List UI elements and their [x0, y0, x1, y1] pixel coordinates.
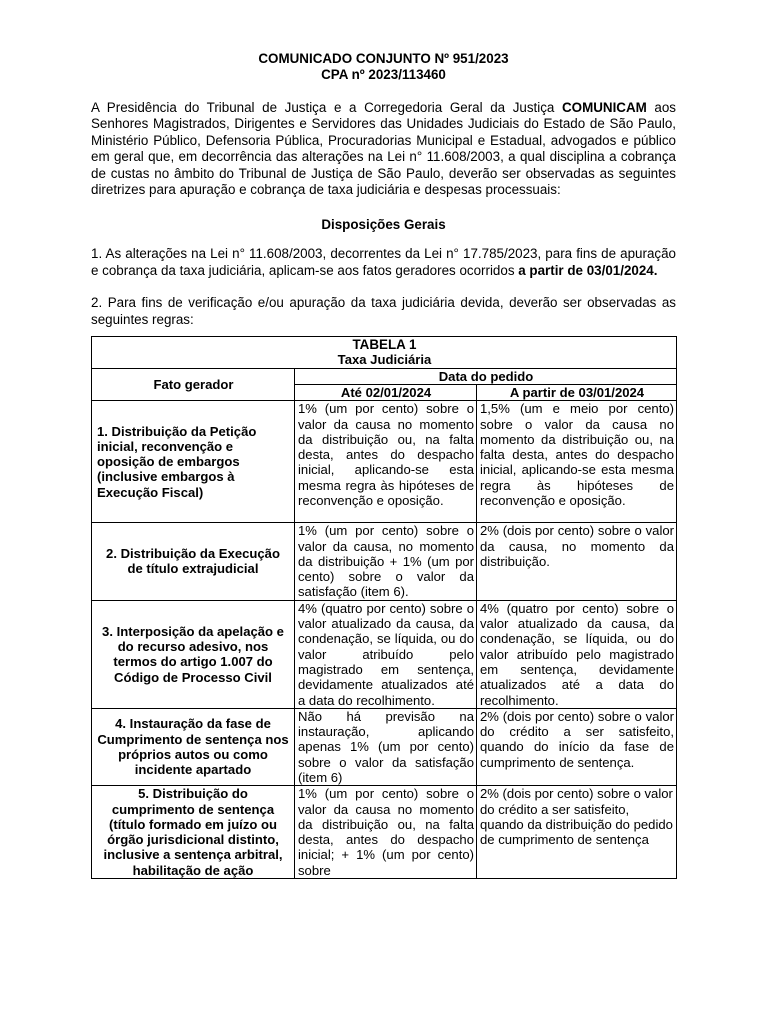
row-a-partir: 2% (dois por cento) sobre o valor do crédito a ser satisfeito, quando do início da fase de cumprimento de sentença.	[477, 708, 677, 785]
row-fato: 3. Interposição da apelação e do recurso adesivo, nos termos do artigo 1.007 do Código de Processo Civil	[92, 600, 295, 708]
document-process-number: CPA nº 2023/113460	[321, 66, 446, 82]
row-ate: 1% (um por cento) sobre o valor da causa no momento da distribuição ou, na falta desta, antes do despacho inicial, aplicando-se esta mesma regra às hipóteses de reconvenção e oposição.	[295, 401, 477, 523]
header-data-pedido: Data do pedido	[295, 368, 677, 384]
item-2-paragraph: 2. Para fins de verificação e/ou apuração da taxa judiciária devida, deverão ser observadas as seguintes regras:	[91, 295, 676, 327]
header-a-partir: A partir de 03/01/2024	[477, 384, 677, 400]
table-title: TABELA 1	[352, 337, 417, 353]
table-row	[92, 708, 677, 785]
item-1-paragraph: 1. As alterações na Lei n° 11.608/2003, decorrentes da Lei n° 17.785/2023, para fins de apuração e cobrança da taxa judiciária, aplicam-se aos fatos geradores ocorridos a partir de 03/01/2024.	[91, 246, 676, 278]
table-subtitle: Taxa Judiciária	[337, 352, 432, 368]
row-a-partir: 4% (quatro por cento) sobre o valor atualizado da causa, da condenação, se líquida, ou do valor atribuído pelo magistrado em sentença, devidamente atualizados até a data do recolhimento.	[477, 600, 677, 708]
document-page	[91, 51, 676, 879]
taxa-judiciaria-table	[91, 336, 677, 879]
row-fato: 2. Distribuição da Execução de título extrajudicial	[92, 523, 295, 600]
table-row	[92, 523, 677, 600]
row-fato: 4. Instauração da fase de Cumprimento de sentença nos próprios autos ou como incidente apartado	[92, 708, 295, 785]
row-a-partir: 2% (dois por cento) sobre o valor do crédito a ser satisfeito, quando da distribuição do pedido de cumprimento de sentença	[477, 786, 677, 879]
document-title: COMUNICADO CONJUNTO Nº 951/2023	[258, 51, 509, 66]
intro-paragraph: A Presidência do Tribunal de Justiça e a Corregedoria Geral da Justiça COMUNICAM aos Senhores Magistrados, Dirigentes e Servidores das Unidades Judiciais do Estado de São Paulo, Ministério Público, Defensoria Pública, Procuradorias Municipal e Estadual, advogados e público em geral que, em decorrência das alterações na Lei n° 11.608/2003, a qual disciplina a cobrança de custas no âmbito do Tribunal de Justiça de São Paulo, deverão ser observadas as seguintes diretrizes para apuração e cobrança de taxa judiciária e despesas processuais:	[91, 100, 677, 198]
intro-bold-word: COMUNICAM	[562, 100, 647, 115]
row-ate: Não há previsão na instauração, aplicando apenas 1% (um por cento) sobre o valor da satisfação (item 6)	[295, 708, 477, 785]
item-1-bold-date: a partir de 03/01/2024.	[518, 262, 658, 278]
table-row	[92, 786, 677, 879]
row-a-partir: 1,5% (um e meio por cento) sobre o valor da causa no momento da distribuição ou, na falta desta, antes do despacho inicial, aplicando-se esta mesma regra às hipóteses de reconvenção e oposição.	[477, 401, 677, 523]
row-fato: 5. Distribuição do cumprimento de sentença (título formado em juízo ou órgão jurisdicional distinto, inclusive a sentença arbitral, habilitação de ação	[92, 786, 295, 879]
section-title: Disposições Gerais	[321, 217, 446, 233]
row-fato: 1. Distribuição da Petição inicial, reconvenção e oposição de embargos (inclusive embargos à Execução Fiscal)	[92, 401, 295, 523]
row-ate: 1% (um por cento) sobre o valor da causa no momento da distribuição ou, na falta desta, antes do despacho inicial; + 1% (um por cento) sobre	[295, 786, 477, 879]
table-row	[92, 401, 677, 523]
row-ate: 4% (quatro por cento) sobre o valor atualizado da causa, da condenação, se líquida, ou do valor atribuído pelo magistrado em sentença, devidamente atualizados até a data do recolhimento.	[295, 600, 477, 708]
table-title-cell	[92, 337, 677, 369]
header-ate: Até 02/01/2024	[295, 384, 477, 400]
table-row	[92, 600, 677, 708]
header-fato-gerador: Fato gerador	[92, 368, 295, 401]
row-ate: 1% (um por cento) sobre o valor da causa, no momento da distribuição + 1% (um por cento) sobre o valor da satisfação (item 6).	[295, 523, 477, 600]
row-a-partir: 2% (dois por cento) sobre o valor da causa, no momento da distribuição.	[477, 523, 677, 600]
